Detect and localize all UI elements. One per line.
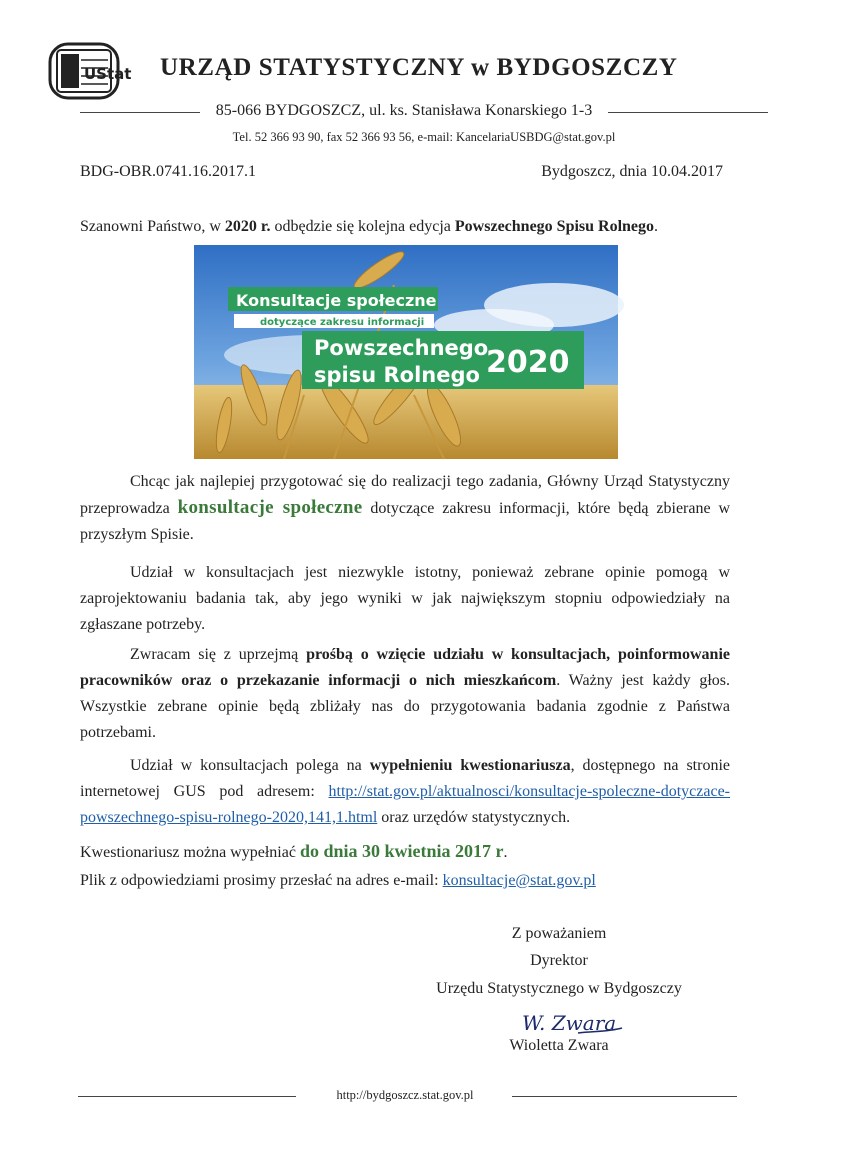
body-paragraph-3: Zwracam się z uprzejmą prośbą o wzięcie udziału w konsultacjach, poinformowanie pracowników oraz o przekazanie informacji o nich mieszkańcom. Ważny jest każdy głos. Wszystkie zebrane opinie będą zbliżały nas do przygotowania badania zgodnie z Państwa potrzebami.: [80, 646, 730, 741]
consultation-email-link[interactable]: konsultacje@stat.gov.pl: [442, 872, 596, 889]
body-paragraph-4: Udział w konsultacjach polega na wypełnieniu kwestionariusza, dostępnego na stronie internetowej GUS pod adresem: http://stat.gov.pl/aktualnosci/konsultacje-spoleczne-dotyczace-powszechnego-spisu-rolnego-2020,141,1.html oraz urzędów statystycznych.: [80, 757, 730, 826]
signatory-office: Urzędu Statystycznego w Bydgoszczy: [436, 980, 682, 997]
divider: [608, 112, 768, 113]
body-paragraph-2: Udział w konsultacjach jest niezwykle istotny, ponieważ zebrane opinie pomogą w zaprojektowaniu badania tak, aby jego wyniki w jak największym stopniu odpowiedziały na zgłaszane potrzeby.: [80, 564, 730, 633]
document-reference: BDG-OBR.0741.16.2017.1: [80, 163, 257, 180]
footer-website[interactable]: http://bydgoszcz.stat.gov.pl: [336, 1088, 474, 1102]
banner-line-2: dotyczące zakresu informacji: [260, 317, 425, 328]
divider: [512, 1096, 737, 1097]
census-banner-image: [194, 245, 618, 459]
svg-text:W. Zwara: W. Zwara: [522, 1011, 617, 1035]
divider: [78, 1096, 296, 1097]
greeting-line: Szanowni Państwo, w 2020 r. odbędzie się kolejna edycja Powszechnego Spisu Rolnego.: [80, 218, 659, 235]
banner-year: 2020: [486, 345, 570, 380]
place-and-date: Bydgoszcz, dnia 10.04.2017: [541, 163, 723, 180]
signatory-title: Dyrektor: [530, 952, 588, 969]
divider: [80, 112, 200, 113]
contact-details: Tel. 52 366 93 90, fax 52 366 93 56, e-mail: KancelariaUSBDG@stat.gov.pl: [232, 130, 616, 144]
office-address: 85-066 BYDGOSZCZ, ul. ks. Stanisława Konarskiego 1-3: [215, 102, 593, 119]
banner-line-4: spisu Rolnego: [314, 363, 480, 387]
email-line: Plik z odpowiedziami prosimy przesłać na adres e-mail: konsultacje@stat.gov.pl: [80, 872, 596, 889]
questionnaire-link[interactable]: http://stat.gov.pl/aktualnosci/konsultacje-spoleczne-dotyczace-powszechnego-spisu-rolnego-2020,141,1.html: [80, 783, 730, 826]
ustat-logo: [48, 42, 132, 100]
svg-text:UStat: UStat: [84, 65, 132, 83]
closing-phrase: Z poważaniem: [511, 925, 607, 942]
banner-line-1: Konsultacje społeczne: [236, 291, 437, 310]
deadline-line: Kwestionariusz można wypełniać do dnia 30 kwietnia 2017 r.: [80, 841, 508, 861]
banner-line-3: Powszechnego: [314, 336, 489, 360]
organization-name: URZĄD STATYSTYCZNY w BYDGOSZCZY: [160, 54, 678, 81]
signatory-name: Wioletta Zwara: [509, 1037, 609, 1054]
body-paragraph-1: Chcąc jak najlepiej przygotować się do realizacji tego zadania, Główny Urząd Statystyczny przeprowadza konsultacje społeczne dotyczące zakresu informacji, które będą zbierane w przyszłym Spisie.: [80, 473, 731, 543]
handwritten-signature: [518, 1006, 628, 1038]
